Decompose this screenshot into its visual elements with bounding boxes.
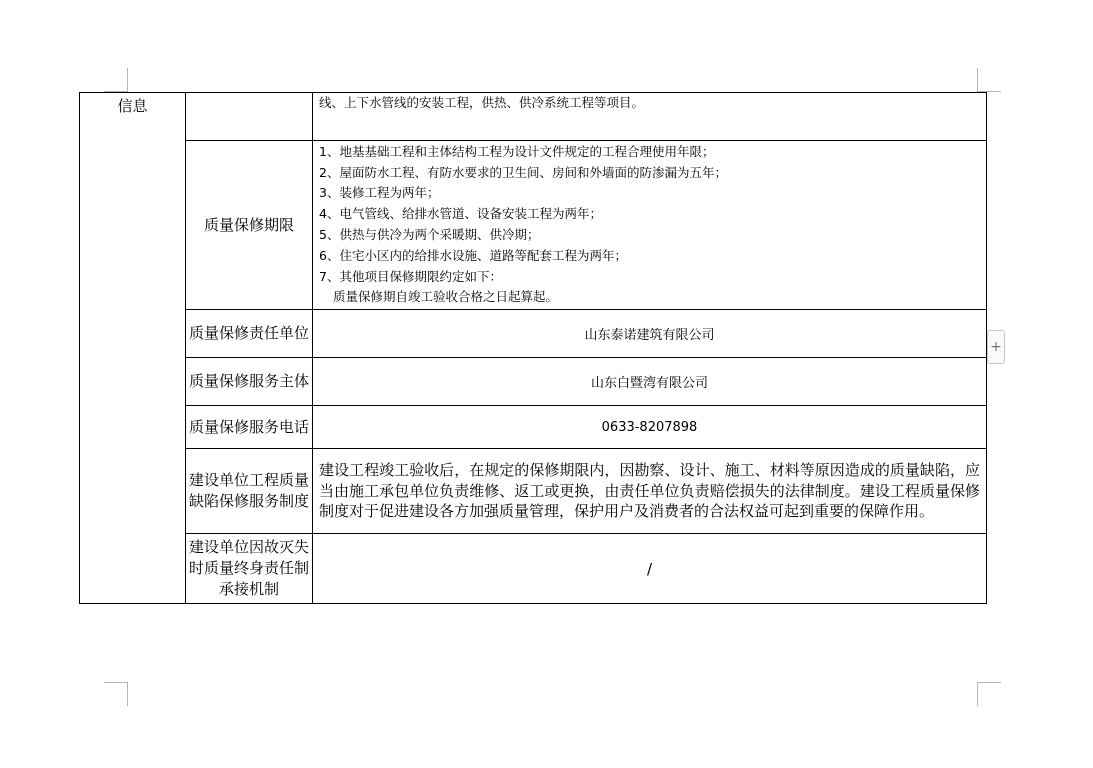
side-label-cell <box>80 93 186 604</box>
service-phone-value: 0633-8207898 <box>313 406 987 449</box>
list-item: 7、其他项目保修期限约定如下： <box>319 268 502 284</box>
crop-mark-bottom-left-v <box>127 682 128 706</box>
warranty-period-note: 质量保修期自竣工验收合格之日起算起。 <box>333 289 559 305</box>
install-scope-cell <box>313 93 987 141</box>
crop-mark-bottom-right-v <box>977 682 978 706</box>
crop-mark-top-left-v <box>127 68 128 92</box>
warranty-period-cell <box>313 141 987 310</box>
side-label: 信息 <box>117 97 148 115</box>
list-item: 5、供热与供冷为两个采暖期、供冷期； <box>319 227 540 242</box>
expand-button[interactable] <box>987 330 1005 364</box>
table-row <box>80 141 987 310</box>
succession-label: 建设单位因故灭失时质量终身责任制承接机制 <box>186 534 313 604</box>
table-row <box>80 406 987 449</box>
crop-mark-bottom-right-h <box>978 682 1001 683</box>
table-row <box>80 310 987 358</box>
install-scope-text: 线、上下水管线的安装工程，供热、供冷系统工程等项目。 <box>319 95 645 110</box>
crop-mark-top-right-v <box>977 68 978 92</box>
list-item: 1、地基基础工程和主体结构工程为设计文件规定的工程合理使用年限； <box>319 143 715 159</box>
service-subject-label: 质量保修服务主体 <box>186 358 313 406</box>
crop-mark-bottom-left-h <box>104 682 127 683</box>
table-row <box>80 358 987 406</box>
service-phone-label: 质量保修服务电话 <box>186 406 313 449</box>
list-item: 6、住宅小区内的给排水设施、道路等配套工程为两年； <box>319 247 627 263</box>
plus-icon: + <box>990 339 1002 355</box>
responsible-unit-label: 质量保修责任单位 <box>186 310 313 358</box>
list-item: 3、装修工程为两年； <box>319 185 440 201</box>
table-row <box>80 449 987 534</box>
table-row <box>80 534 987 604</box>
service-subject-value: 山东白暨湾有限公司 <box>313 358 987 406</box>
list-item: 4、电气管线、给排水管道、设备安装工程为两年； <box>319 206 602 222</box>
defect-system-value: 建设工程竣工验收后，在规定的保修期限内，因勘察、设计、施工、材料等原因造成的质量缺陷，应当由施工承包单位负责维修、返工或更换，由责任单位负责赔偿损失的法律制度。建设工程质量保修制度对于促进建设各方加强质量管理，保护用户及消费者的合法权益可起到重要的保障作用。 <box>313 449 987 534</box>
empty-label-cell <box>186 93 313 141</box>
responsible-unit-value: 山东泰诺建筑有限公司 <box>313 310 987 358</box>
table-row <box>80 93 987 141</box>
list-item: 2、屋面防水工程、有防水要求的卫生间、房间和外墙面的防渗漏为五年； <box>319 164 727 180</box>
warranty-info-table <box>79 92 987 604</box>
warranty-period-label: 质量保修期限 <box>186 141 313 310</box>
succession-value: / <box>313 534 987 604</box>
defect-system-label: 建设单位工程质量缺陷保修服务制度 <box>186 449 313 534</box>
